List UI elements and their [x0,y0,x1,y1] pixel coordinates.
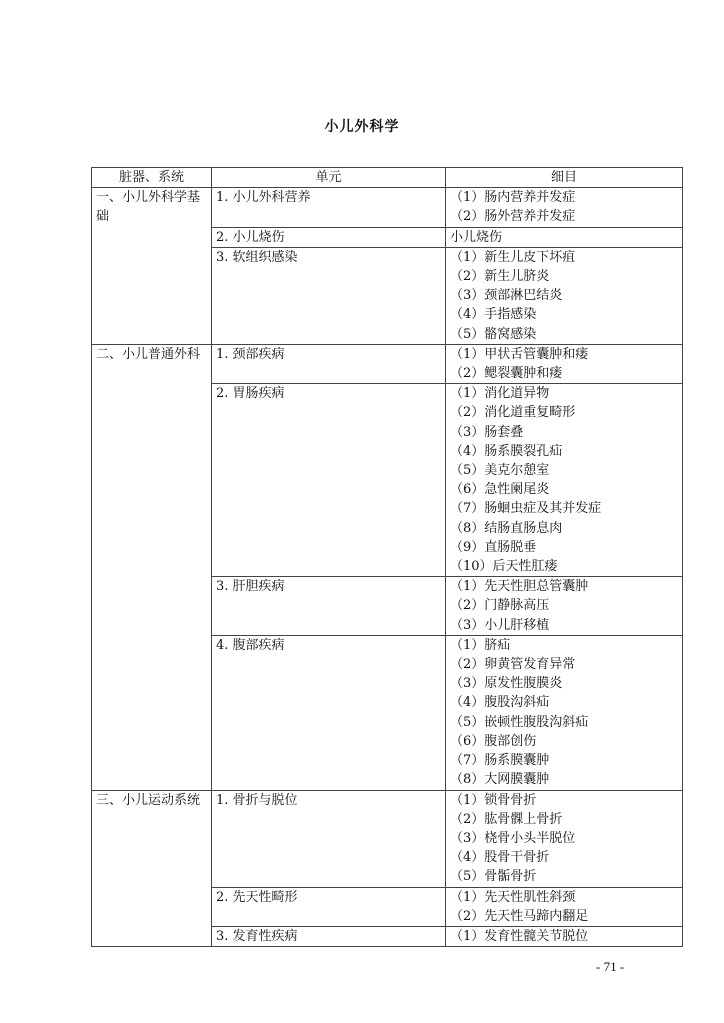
unit-cell [212,188,446,227]
detail-item: （5）美克尔憩室 [450,463,550,479]
unit-name: 1. 小儿外科营养 [216,190,311,206]
unit-cell [212,344,446,383]
detail-cell [446,247,683,344]
system-name: 二、小儿普通外科 [96,346,201,362]
detail-item: （1）发育性髋关节脱位 [450,928,589,944]
detail-cell [446,384,683,577]
unit-cell [212,635,446,790]
detail-item: （2）肠外营养并发症 [450,209,576,225]
detail-cell [446,577,683,636]
detail-item: （4）手指感染 [450,307,537,323]
table-header-row [92,168,683,188]
unit-cell [212,887,446,926]
detail-item: （7）肠系膜囊肿 [450,753,550,769]
page-title: 小儿外科学 [324,119,400,135]
unit-name: 2. 先天性畸形 [216,889,298,905]
system-cell [92,790,212,947]
detail-item: （6）腹部创伤 [450,733,537,749]
table-row [92,790,683,887]
detail-item: （2）鳃裂囊肿和瘘 [450,366,563,382]
system-name: 一、小儿外科学基础 [96,190,201,225]
detail-item: （3）颈部淋巴结炎 [450,288,563,304]
syllabus-table [91,167,683,947]
detail-item: （5）骼窝感染 [450,326,537,342]
detail-item: （3）肠套叠 [450,424,524,440]
detail-item: （9）直肠脱垂 [450,539,537,555]
detail-item: 小儿烧伤 [450,229,503,245]
detail-item: （1）先天性胆总管囊肿 [450,579,589,595]
detail-item: （1）消化道异物 [450,386,550,402]
detail-item: （4）股骨干骨折 [450,850,550,866]
header-system: 脏器、系统 [92,168,212,188]
detail-item: （2）消化道重复畸形 [450,405,576,421]
unit-cell [212,577,446,636]
detail-item: （2）新生儿脐炎 [450,269,550,285]
detail-item: （4）肠系膜裂孔疝 [450,443,563,459]
unit-name: 4. 腹部疾病 [216,637,285,653]
detail-item: （2）门静脉高压 [450,598,550,614]
detail-item: （1）先天性肌性斜颈 [450,889,576,905]
detail-cell [446,887,683,926]
unit-name: 2. 胃肠疾病 [216,386,285,402]
detail-cell [446,227,683,247]
unit-cell [212,227,446,247]
detail-item: （5）嵌顿性腹股沟斜疝 [450,714,589,730]
unit-cell [212,790,446,887]
detail-item: （2）先天性马蹄内翻足 [450,908,589,924]
detail-cell [446,926,683,946]
unit-cell [212,384,446,577]
table-row [92,188,683,227]
detail-cell [446,635,683,790]
unit-cell [212,247,446,344]
detail-item: （7）肠蛔虫症及其并发症 [450,501,602,517]
detail-item: （8）大网膜囊肿 [450,772,550,788]
unit-name: 1. 骨折与脱位 [216,792,298,808]
system-cell [92,188,212,345]
header-detail: 细目 [446,168,683,188]
unit-name: 2. 小儿烧伤 [216,229,285,245]
system-name: 三、小儿运动系统 [96,792,201,808]
unit-name: 1. 颈部疾病 [216,346,285,362]
detail-item: （1）甲状舌管囊肿和瘘 [450,346,589,362]
unit-name: 3. 软组织感染 [216,249,298,265]
page-number: - 71 - [596,959,625,974]
detail-item: （1）脐疝 [450,637,511,653]
detail-cell [446,188,683,227]
detail-item: （3）桡骨小头半脱位 [450,830,576,846]
system-cell [92,344,212,790]
table-body [92,188,683,947]
detail-item: （3）小儿肝移植 [450,617,550,633]
detail-cell [446,344,683,383]
detail-item: （1）肠内营养并发症 [450,190,576,206]
detail-item: （1）新生儿皮下坏疽 [450,249,576,265]
table-row [92,344,683,383]
unit-name: 3. 肝胆疾病 [216,579,285,595]
detail-item: （3）原发性腹膜炎 [450,676,563,692]
header-unit: 单元 [212,168,446,188]
detail-cell [446,790,683,887]
detail-item: （10）后天性肛瘘 [450,559,558,575]
detail-item: （2）肱骨髁上骨折 [450,811,563,827]
unit-name: 3. 发育性疾病 [216,928,298,944]
detail-item: （8）结肠直肠息肉 [450,520,563,536]
detail-item: （2）卵黄管发育异常 [450,657,576,673]
detail-item: （6）急性阑尾炎 [450,482,550,498]
detail-item: （5）骨骺骨折 [450,869,537,885]
detail-item: （4）腹股沟斜疝 [450,695,550,711]
detail-item: （1）锁骨骨折 [450,792,537,808]
unit-cell [212,926,446,946]
